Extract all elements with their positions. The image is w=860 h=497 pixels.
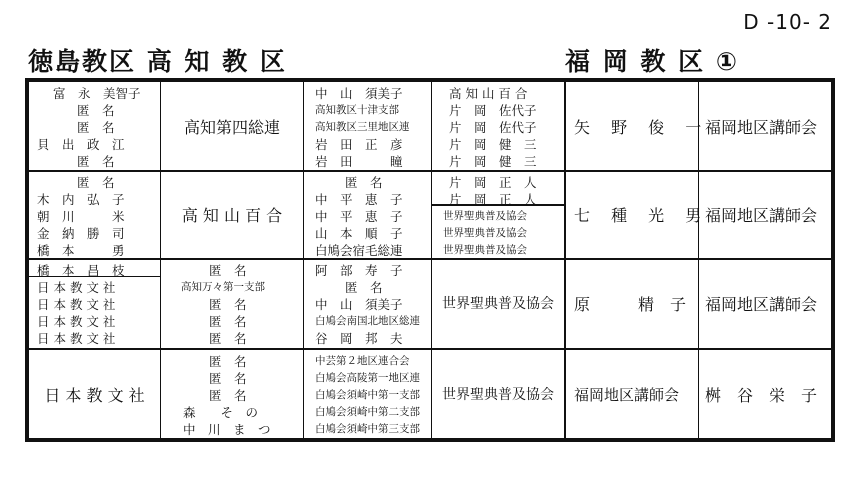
donor-name: 日 本 教 文 社 — [37, 314, 116, 329]
donor-name: 矢 野 俊 一 — [574, 117, 710, 137]
row2-col5 — [574, 170, 710, 258]
donor-name: 岩 田 瞳 — [315, 154, 403, 169]
group-name: 白鳩会須崎中第三支部 — [315, 423, 420, 435]
group-name: 白鳩会高陵第一地区連 — [315, 372, 420, 384]
row4-col5 — [574, 350, 696, 438]
donor-name: 高知教区十津支部 — [315, 104, 399, 116]
donor-name: 貝 出 政 江 — [37, 137, 125, 152]
donor-name: 富 永 美智子 — [53, 86, 141, 101]
group-name: 世界聖典普及協会 — [443, 210, 527, 222]
donor-name: 中 山 須美子 — [315, 86, 403, 101]
donor-name: 山 本 順 子 — [315, 226, 403, 241]
donor-name: 匿 名 — [209, 263, 247, 278]
donor-name: 木 内 弘 子 — [37, 192, 125, 207]
donor-name: 匿 名 — [77, 120, 115, 135]
donor-name: 匿 名 — [209, 388, 247, 403]
donor-name: 匿 名 — [77, 154, 115, 169]
donor-name: 橋 本 昌 枝 — [37, 263, 125, 278]
group-name: 世界聖典普及協会 — [443, 227, 527, 239]
row1-col5 — [574, 82, 710, 170]
donor-name: 日 本 教 文 社 — [37, 331, 116, 346]
row1-col2 — [161, 82, 303, 170]
group-name: 世界聖典普及協会 — [443, 244, 527, 256]
donor-name: 匿 名 — [77, 175, 115, 190]
group-name: 白鳩会須崎中第二支部 — [315, 406, 420, 418]
donor-name: 金 納 勝 司 — [37, 226, 125, 241]
donor-name: 匿 名 — [209, 331, 247, 346]
donor-name: 橋 本 勇 — [37, 243, 125, 258]
group-name: 福岡地区講師会 — [705, 117, 818, 137]
row3-col5 — [574, 258, 696, 348]
group-name: 高 知 山 百 合 — [181, 205, 283, 225]
donor-table — [25, 78, 835, 442]
row1-col4 — [449, 85, 562, 170]
donor-name: 桝 谷 栄 子 — [705, 385, 818, 405]
row4-col2 — [165, 353, 301, 438]
row1-col1 — [33, 85, 157, 170]
row4-col3 — [315, 353, 429, 438]
row2-col6 — [705, 170, 833, 258]
donor-name: 片 岡 佐代子 — [449, 120, 537, 135]
group-name: 世界聖典普及協会 — [442, 296, 554, 312]
row4-col1 — [29, 350, 160, 438]
donor-name: 朝 川 米 — [37, 209, 125, 224]
donor-name: 片 岡 健 三 — [449, 154, 537, 169]
donor-name: 匿 名 — [77, 103, 115, 118]
row2-col1 — [33, 174, 157, 259]
row2-col2 — [161, 170, 303, 258]
donor-name: 日 本 教 文 社 — [44, 385, 145, 405]
donor-name: 岩 田 正 彦 — [315, 137, 403, 152]
group-name: 福岡地区講師会 — [705, 205, 818, 225]
group-name: 中芸第２地区連合会 — [315, 355, 410, 367]
donor-name: 原 精 子 — [574, 294, 687, 314]
group-name: 福岡地区講師会 — [705, 294, 818, 314]
donor-name: 高 知 山 百 合 — [449, 86, 528, 101]
row2-col3 — [315, 174, 429, 259]
header-right-title: 福 岡 教 区 ① — [565, 47, 739, 76]
donor-name: 匿 名 — [345, 280, 383, 295]
row3-col4 — [432, 258, 564, 348]
donor-name: 谷 岡 邦 夫 — [315, 331, 403, 346]
donor-name: 片 岡 健 三 — [449, 137, 537, 152]
donor-name: 匿 名 — [345, 175, 383, 190]
row1-col3 — [315, 85, 429, 170]
donor-name: 片 岡 正 人 — [449, 175, 537, 190]
donor-name: 匿 名 — [209, 297, 247, 312]
donor-name: 匿 名 — [209, 354, 247, 369]
group-name: 世界聖典普及協会 — [442, 387, 554, 403]
donor-name: 片 岡 佐代子 — [449, 103, 537, 118]
group-name: 福岡地区講師会 — [574, 385, 680, 404]
row3-col3 — [315, 262, 429, 347]
column-divider — [564, 82, 566, 438]
donor-name: 匿 名 — [209, 314, 247, 329]
row3-col1 — [33, 262, 157, 347]
donor-name: 中 平 恵 子 — [315, 209, 403, 224]
column-divider — [303, 82, 304, 438]
group-name: 高知万々第一支部 — [181, 281, 265, 293]
row2-col4 — [443, 174, 562, 259]
donor-name: 森 そ の — [183, 405, 259, 420]
row3-col2 — [165, 262, 301, 347]
row4-col4 — [432, 350, 564, 438]
donor-name: 白鳩会宿毛総連 — [315, 243, 403, 258]
donor-name: 中 平 恵 子 — [315, 192, 403, 207]
donor-name: 日 本 教 文 社 — [37, 280, 116, 295]
page-code: D -10- 2 — [743, 10, 832, 34]
donor-name: 高知教区三里地区連 — [315, 121, 410, 133]
group-name: 白鳩会須崎中第一支部 — [315, 389, 420, 401]
group-name: 高知第四総連 — [183, 117, 280, 137]
donor-name: 阿 部 寿 子 — [315, 263, 403, 278]
donor-name: 七 種 光 男 — [574, 205, 710, 225]
row4-col6 — [705, 350, 833, 438]
row3-col6 — [705, 258, 833, 348]
donor-name: 匿 名 — [209, 371, 247, 386]
row1-col6 — [705, 82, 833, 170]
donor-name: 中 山 須美子 — [315, 297, 403, 312]
donor-name: 片 岡 正 人 — [449, 192, 537, 207]
donor-name: 日 本 教 文 社 — [37, 297, 116, 312]
donor-name: 中 川 ま つ — [183, 422, 271, 437]
group-name: 白鳩会南国北地区総連 — [315, 315, 420, 327]
header-left-title: 徳島教区 高 知 教 区 — [28, 47, 287, 76]
